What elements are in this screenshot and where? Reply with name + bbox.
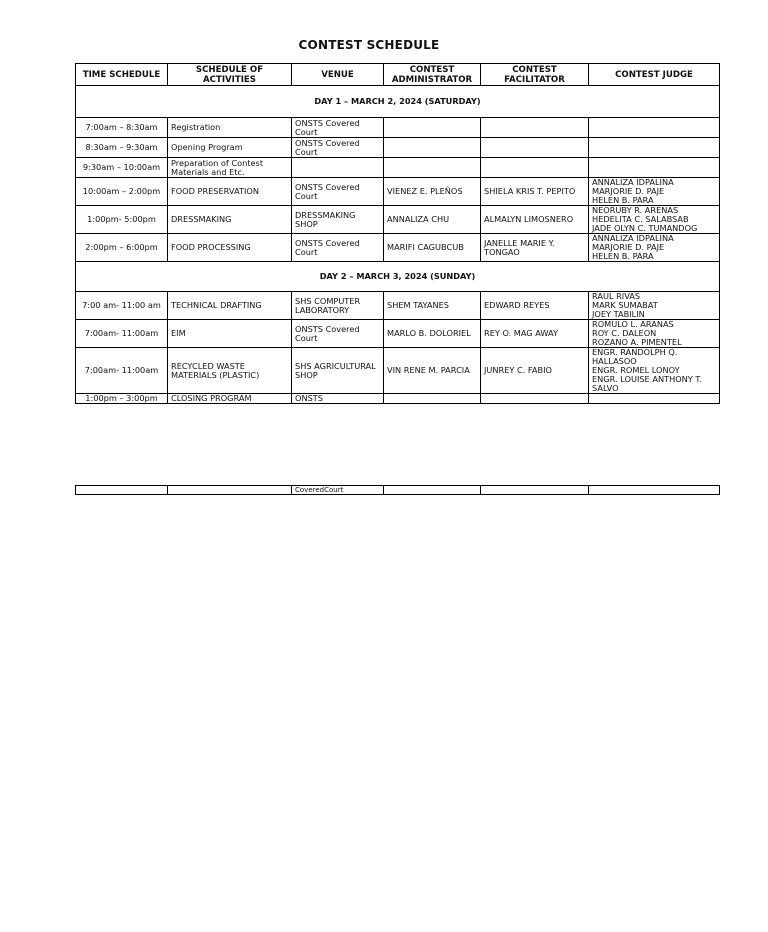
facilitator-cell: SHIELA KRIS T. PEPITO bbox=[481, 178, 589, 206]
judge-cell bbox=[589, 292, 720, 320]
venue-cell: SHS COMPUTER LABORATORY bbox=[292, 292, 384, 320]
admin-cell: MARLO B. DOLORIEL bbox=[384, 320, 481, 348]
admin-cell: MARIFI CAGUBCUB bbox=[384, 234, 481, 262]
judge-cell bbox=[589, 158, 720, 178]
table-row bbox=[76, 486, 720, 495]
time-cell: 2:00pm – 6:00pm bbox=[76, 234, 168, 262]
judge-name: ROZANO A. PIMENTEL bbox=[592, 337, 682, 347]
venue-cell: ONSTS Covered Court bbox=[292, 138, 384, 158]
venue-cell: ONSTS Covered Court bbox=[292, 234, 384, 262]
judge-cell bbox=[589, 138, 720, 158]
venue-cell: ONSTS Covered Court bbox=[292, 178, 384, 206]
venue-cell bbox=[292, 158, 384, 178]
time-cell: 7:00am- 11:00am bbox=[76, 348, 168, 394]
page-title: CONTEST SCHEDULE bbox=[298, 38, 440, 52]
activity-cell: Preparation of Contest Materials and Etc. bbox=[168, 158, 292, 178]
admin-cell bbox=[384, 394, 481, 404]
judge-name: HELEN B. PARA bbox=[592, 195, 654, 205]
time-cell: 1:00pm – 3:00pm bbox=[76, 394, 168, 404]
judge-name: MARK SUMABAT bbox=[592, 300, 658, 310]
activity-cell: EIM bbox=[168, 320, 292, 348]
judge-cell bbox=[589, 486, 720, 495]
facilitator-cell bbox=[481, 394, 589, 404]
judge-name: NEORUBY R. ARENAS bbox=[592, 205, 679, 215]
judge-cell bbox=[589, 118, 720, 138]
activity-cell: RECYCLED WASTE MATERIALS (PLASTIC) bbox=[168, 348, 292, 394]
venue-cell: ONSTS Covered Court bbox=[292, 320, 384, 348]
header-time: TIME SCHEDULE bbox=[76, 64, 168, 86]
time-cell: 10:00am – 2:00pm bbox=[76, 178, 168, 206]
judge-name: JOEY TABILIN bbox=[592, 309, 645, 319]
contest-schedule-table bbox=[75, 63, 720, 404]
admin-cell bbox=[384, 158, 481, 178]
time-cell: 1:00pm- 5:00pm bbox=[76, 206, 168, 234]
table-row bbox=[76, 138, 720, 158]
judge-name: HEDELITA C. SALABSAB bbox=[592, 214, 689, 224]
venue-cell: DRESSMAKING SHOP bbox=[292, 206, 384, 234]
judge-cell bbox=[589, 394, 720, 404]
venue-cell: CoveredCourt bbox=[292, 486, 384, 495]
table-row bbox=[76, 394, 720, 404]
judge-name: ANNALIZA IDPALINA bbox=[592, 177, 674, 187]
judge-name: HELEN B. PARA bbox=[592, 251, 654, 261]
facilitator-cell bbox=[481, 138, 589, 158]
judge-name: MARJORIE D. PAJE bbox=[592, 242, 665, 252]
header-administrator: CONTEST ADMINISTRATOR bbox=[384, 64, 481, 86]
facilitator-cell: REY O. MAG AWAY bbox=[481, 320, 589, 348]
facilitator-cell bbox=[481, 486, 589, 495]
judge-name: ENGR. LOUISE ANTHONY T. SALVO bbox=[592, 374, 703, 393]
header-judge: CONTEST JUDGE bbox=[589, 64, 720, 86]
judge-name: ROY C. DALEON bbox=[592, 328, 657, 338]
table-row bbox=[76, 320, 720, 348]
facilitator-cell bbox=[481, 118, 589, 138]
table-row bbox=[76, 118, 720, 138]
header-venue: VENUE bbox=[292, 64, 384, 86]
header-facilitator: CONTEST FACILITATOR bbox=[481, 64, 589, 86]
judge-cell bbox=[589, 206, 720, 234]
facilitator-cell bbox=[481, 158, 589, 178]
table-row bbox=[76, 234, 720, 262]
judge-name: ROMULO L. ARANAS bbox=[592, 319, 674, 329]
day2-label: DAY 2 – MARCH 3, 2024 (SUNDAY) bbox=[76, 262, 720, 292]
admin-cell bbox=[384, 118, 481, 138]
judge-cell bbox=[589, 348, 720, 394]
time-cell: 7:00 am- 11:00 am bbox=[76, 292, 168, 320]
activity-cell: CLOSING PROGRAM bbox=[168, 394, 292, 404]
activity-cell: TECHNICAL DRAFTING bbox=[168, 292, 292, 320]
table-row bbox=[76, 292, 720, 320]
time-cell: 7:00am – 8:30am bbox=[76, 118, 168, 138]
venue-cell: ONSTS bbox=[292, 394, 384, 404]
table-row bbox=[76, 158, 720, 178]
venue-cell: ONSTS Covered Court bbox=[292, 118, 384, 138]
judge-cell bbox=[589, 178, 720, 206]
facilitator-cell: JUNREY C. FABIO bbox=[481, 348, 589, 394]
header-row bbox=[76, 64, 720, 86]
admin-cell: VIENEZ E. PLEÑOS bbox=[384, 178, 481, 206]
admin-cell: VIN RENE M. PARCIA bbox=[384, 348, 481, 394]
activity-cell: FOOD PRESERVATION bbox=[168, 178, 292, 206]
admin-cell bbox=[384, 486, 481, 495]
judge-cell bbox=[589, 320, 720, 348]
activity-cell: DRESSMAKING bbox=[168, 206, 292, 234]
venue-cell: SHS AGRICULTURAL SHOP bbox=[292, 348, 384, 394]
admin-cell: ANNALIZA CHU bbox=[384, 206, 481, 234]
time-cell: 7:00am- 11:00am bbox=[76, 320, 168, 348]
time-cell: 9:30am – 10:00am bbox=[76, 158, 168, 178]
facilitator-cell: ALMALYN LIMOSNERO bbox=[481, 206, 589, 234]
judge-name: MARJORIE D. PAJE bbox=[592, 186, 665, 196]
judge-name: RAUL RIVAS bbox=[592, 291, 641, 301]
admin-cell bbox=[384, 138, 481, 158]
judge-name: ENGR. RANDOLPH Q. HALLASOO bbox=[592, 347, 678, 366]
continuation-row-table bbox=[75, 485, 720, 495]
judge-name: JADE OLYN C. TUMANDOG bbox=[592, 223, 698, 233]
judge-cell bbox=[589, 234, 720, 262]
judge-name: ANNALIZA IDPALINA bbox=[592, 233, 674, 243]
activity-cell bbox=[168, 486, 292, 495]
table-row bbox=[76, 206, 720, 234]
activity-cell: Opening Program bbox=[168, 138, 292, 158]
header-activities: SCHEDULE OF ACTIVITIES bbox=[168, 64, 292, 86]
facilitator-cell: EDWARD REYES bbox=[481, 292, 589, 320]
activity-cell: FOOD PROCESSING bbox=[168, 234, 292, 262]
admin-cell: SHEM TAYANES bbox=[384, 292, 481, 320]
day1-label: DAY 1 – MARCH 2, 2024 (SATURDAY) bbox=[76, 86, 720, 118]
activity-cell: Registration bbox=[168, 118, 292, 138]
table-row bbox=[76, 348, 720, 394]
table-row bbox=[76, 178, 720, 206]
time-cell: 8:30am – 9:30am bbox=[76, 138, 168, 158]
judge-name: ENGR. ROMEL LONOY bbox=[592, 365, 680, 375]
time-cell bbox=[76, 486, 168, 495]
facilitator-cell: JANELLE MARIE Y. TONGAO bbox=[481, 234, 589, 262]
